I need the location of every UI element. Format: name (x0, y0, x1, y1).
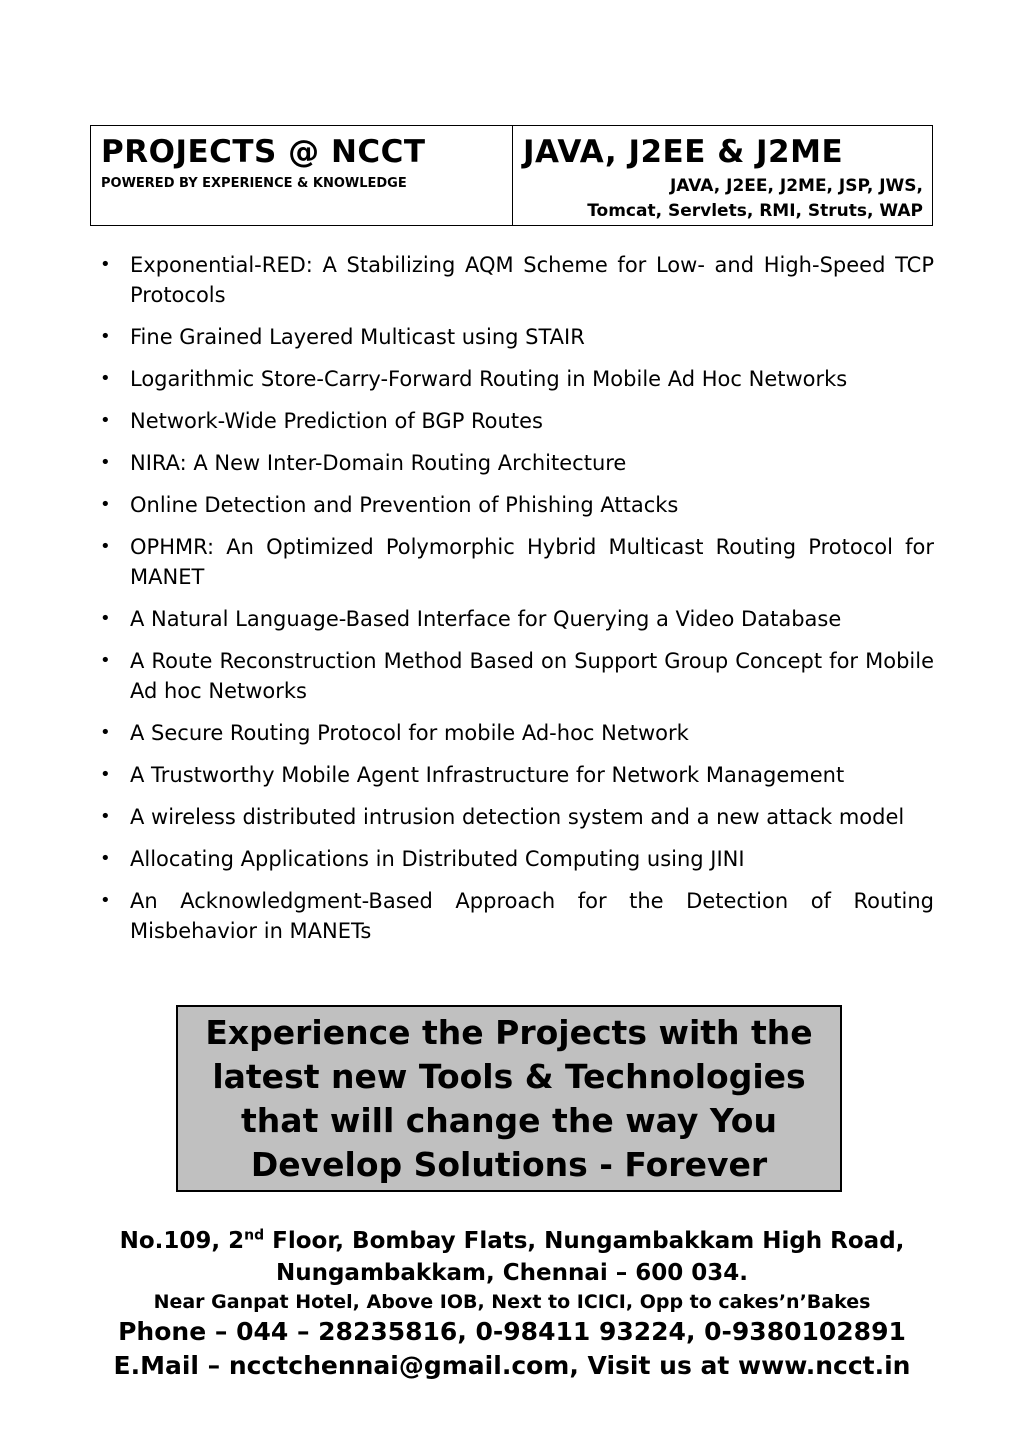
project-title: Fine Grained Layered Multicast using STAIR (130, 325, 585, 349)
project-title: Allocating Applications in Distributed Computing using JINI (130, 847, 745, 871)
project-title: An Acknowledgment-Based Approach for the Detection of Routing Misbehavior in MANETs (130, 889, 934, 943)
address-line-1 (90, 1225, 934, 1257)
bullet-icon: • (100, 536, 111, 557)
list-item (100, 886, 934, 946)
list-item (100, 406, 934, 436)
project-title: Logarithmic Store-Carry-Forward Routing in Mobile Ad Hoc Networks (130, 367, 848, 391)
tech-title: JAVA, J2EE & J2ME (523, 134, 844, 170)
list-item (100, 844, 934, 874)
list-item (100, 448, 934, 478)
brand-title: PROJECTS @ NCCT (101, 134, 426, 170)
bullet-icon: • (100, 452, 111, 473)
address-suffix: Floor, Bombay Flats, Nungambakkam High Road, (264, 1228, 905, 1254)
bullet-icon: • (100, 326, 111, 347)
promo-text: Experience the Projects with the latest new Tools & Technologies that will change the way You Develop Solutions - Forever (205, 1012, 813, 1184)
tech-list-line-1: JAVA, J2EE, J2ME, JSP, JWS, (669, 176, 923, 196)
brand-tagline: POWERED BY EXPERIENCE & KNOWLEDGE (101, 176, 407, 191)
address-line-2: Nungambakkam, Chennai – 600 034. (275, 1260, 749, 1286)
project-list (100, 250, 934, 958)
list-item (100, 532, 934, 592)
list-item (100, 802, 934, 832)
tech-list (523, 174, 923, 224)
bullet-icon: • (100, 722, 111, 743)
tech-list-line-2: Tomcat, Servlets, RMI, Struts, WAP (587, 201, 923, 221)
list-item (100, 760, 934, 790)
list-item (100, 250, 934, 310)
landmark-line: Near Ganpat Hotel, Above IOB, Next to ICICI, Opp to cakes’n’Bakes (153, 1291, 871, 1313)
bullet-icon: • (100, 254, 111, 275)
list-item (100, 718, 934, 748)
project-title: A Natural Language-Based Interface for Querying a Video Database (130, 607, 842, 631)
bullet-icon: • (100, 368, 111, 389)
list-item (100, 646, 934, 706)
project-title: NIRA: A New Inter-Domain Routing Architecture (130, 451, 627, 475)
address-prefix: No.109, 2 (119, 1228, 245, 1254)
bullet-icon: • (100, 650, 111, 671)
project-title: OPHMR: An Optimized Polymorphic Hybrid Multicast Routing Protocol for MANET (130, 535, 934, 589)
address-ordinal: nd (244, 1227, 265, 1244)
header-tech-cell (513, 126, 932, 225)
project-title: A wireless distributed intrusion detection system and a new attack model (130, 805, 905, 829)
bullet-icon: • (100, 848, 111, 869)
project-title: A Route Reconstruction Method Based on Support Group Concept for Mobile Ad hoc Networks (130, 649, 934, 703)
project-title: A Trustworthy Mobile Agent Infrastructure for Network Management (130, 763, 845, 787)
bullet-icon: • (100, 764, 111, 785)
bullet-icon: • (100, 608, 111, 629)
contact-footer (90, 1225, 934, 1383)
header-box (90, 125, 933, 226)
project-title: Online Detection and Prevention of Phishing Attacks (130, 493, 679, 517)
project-title: Network-Wide Prediction of BGP Routes (130, 409, 543, 433)
bullet-icon: • (100, 806, 111, 827)
bullet-icon: • (100, 494, 111, 515)
project-title: A Secure Routing Protocol for mobile Ad-hoc Network (130, 721, 689, 745)
header-brand-cell (91, 126, 513, 225)
email-line: E.Mail – ncctchennai@gmail.com, Visit us at www.ncct.in (113, 1351, 911, 1380)
bullet-icon: • (100, 410, 111, 431)
list-item (100, 364, 934, 394)
list-item (100, 490, 934, 520)
list-item (100, 604, 934, 634)
project-title: Exponential-RED: A Stabilizing AQM Scheme for Low- and High-Speed TCP Protocols (130, 253, 934, 307)
list-item (100, 322, 934, 352)
bullet-icon: • (100, 890, 111, 911)
promo-box (176, 1005, 842, 1192)
phone-line: Phone – 044 – 28235816, 0-98411 93224, 0-9380102891 (118, 1317, 906, 1346)
